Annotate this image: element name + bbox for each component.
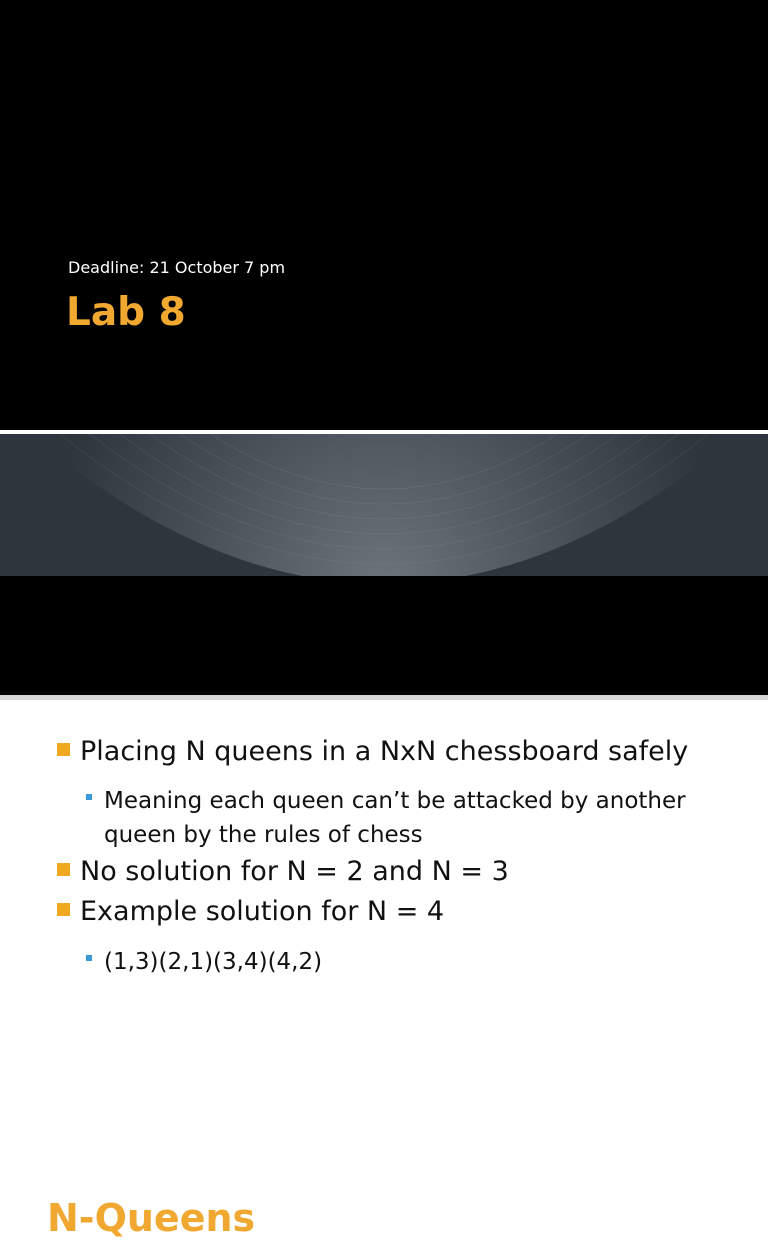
sub-bullet-icon <box>86 955 92 961</box>
sub-bullet-solution-coordinates: (1,3)(2,1)(3,4)(4,2) <box>104 949 323 975</box>
slide-title-nqueens: N-Queens <box>47 1196 256 1240</box>
bullet-example-solution: Example solution for N = 4 <box>80 896 445 927</box>
band-pattern <box>0 434 768 576</box>
bullet-no-solution: No solution for N = 2 and N = 3 <box>80 856 509 887</box>
bullet-placing-queens: Placing N queens in a NxN chessboard safely <box>80 736 689 767</box>
deadline-text: Deadline: 21 October 7 pm <box>68 258 286 277</box>
square-bullet-icon <box>57 743 70 756</box>
sub-bullet-meaning-line2: queen by the rules of chess <box>104 822 423 848</box>
title-slide <box>0 0 768 430</box>
sub-bullet-icon <box>86 794 92 800</box>
slide-content <box>0 700 768 1024</box>
slide-title-lab: Lab 8 <box>66 290 186 335</box>
square-bullet-icon <box>57 863 70 876</box>
square-bullet-icon <box>57 903 70 916</box>
decorative-band <box>0 434 768 576</box>
sub-bullet-meaning-line1: Meaning each queen can’t be attacked by another <box>104 788 686 814</box>
